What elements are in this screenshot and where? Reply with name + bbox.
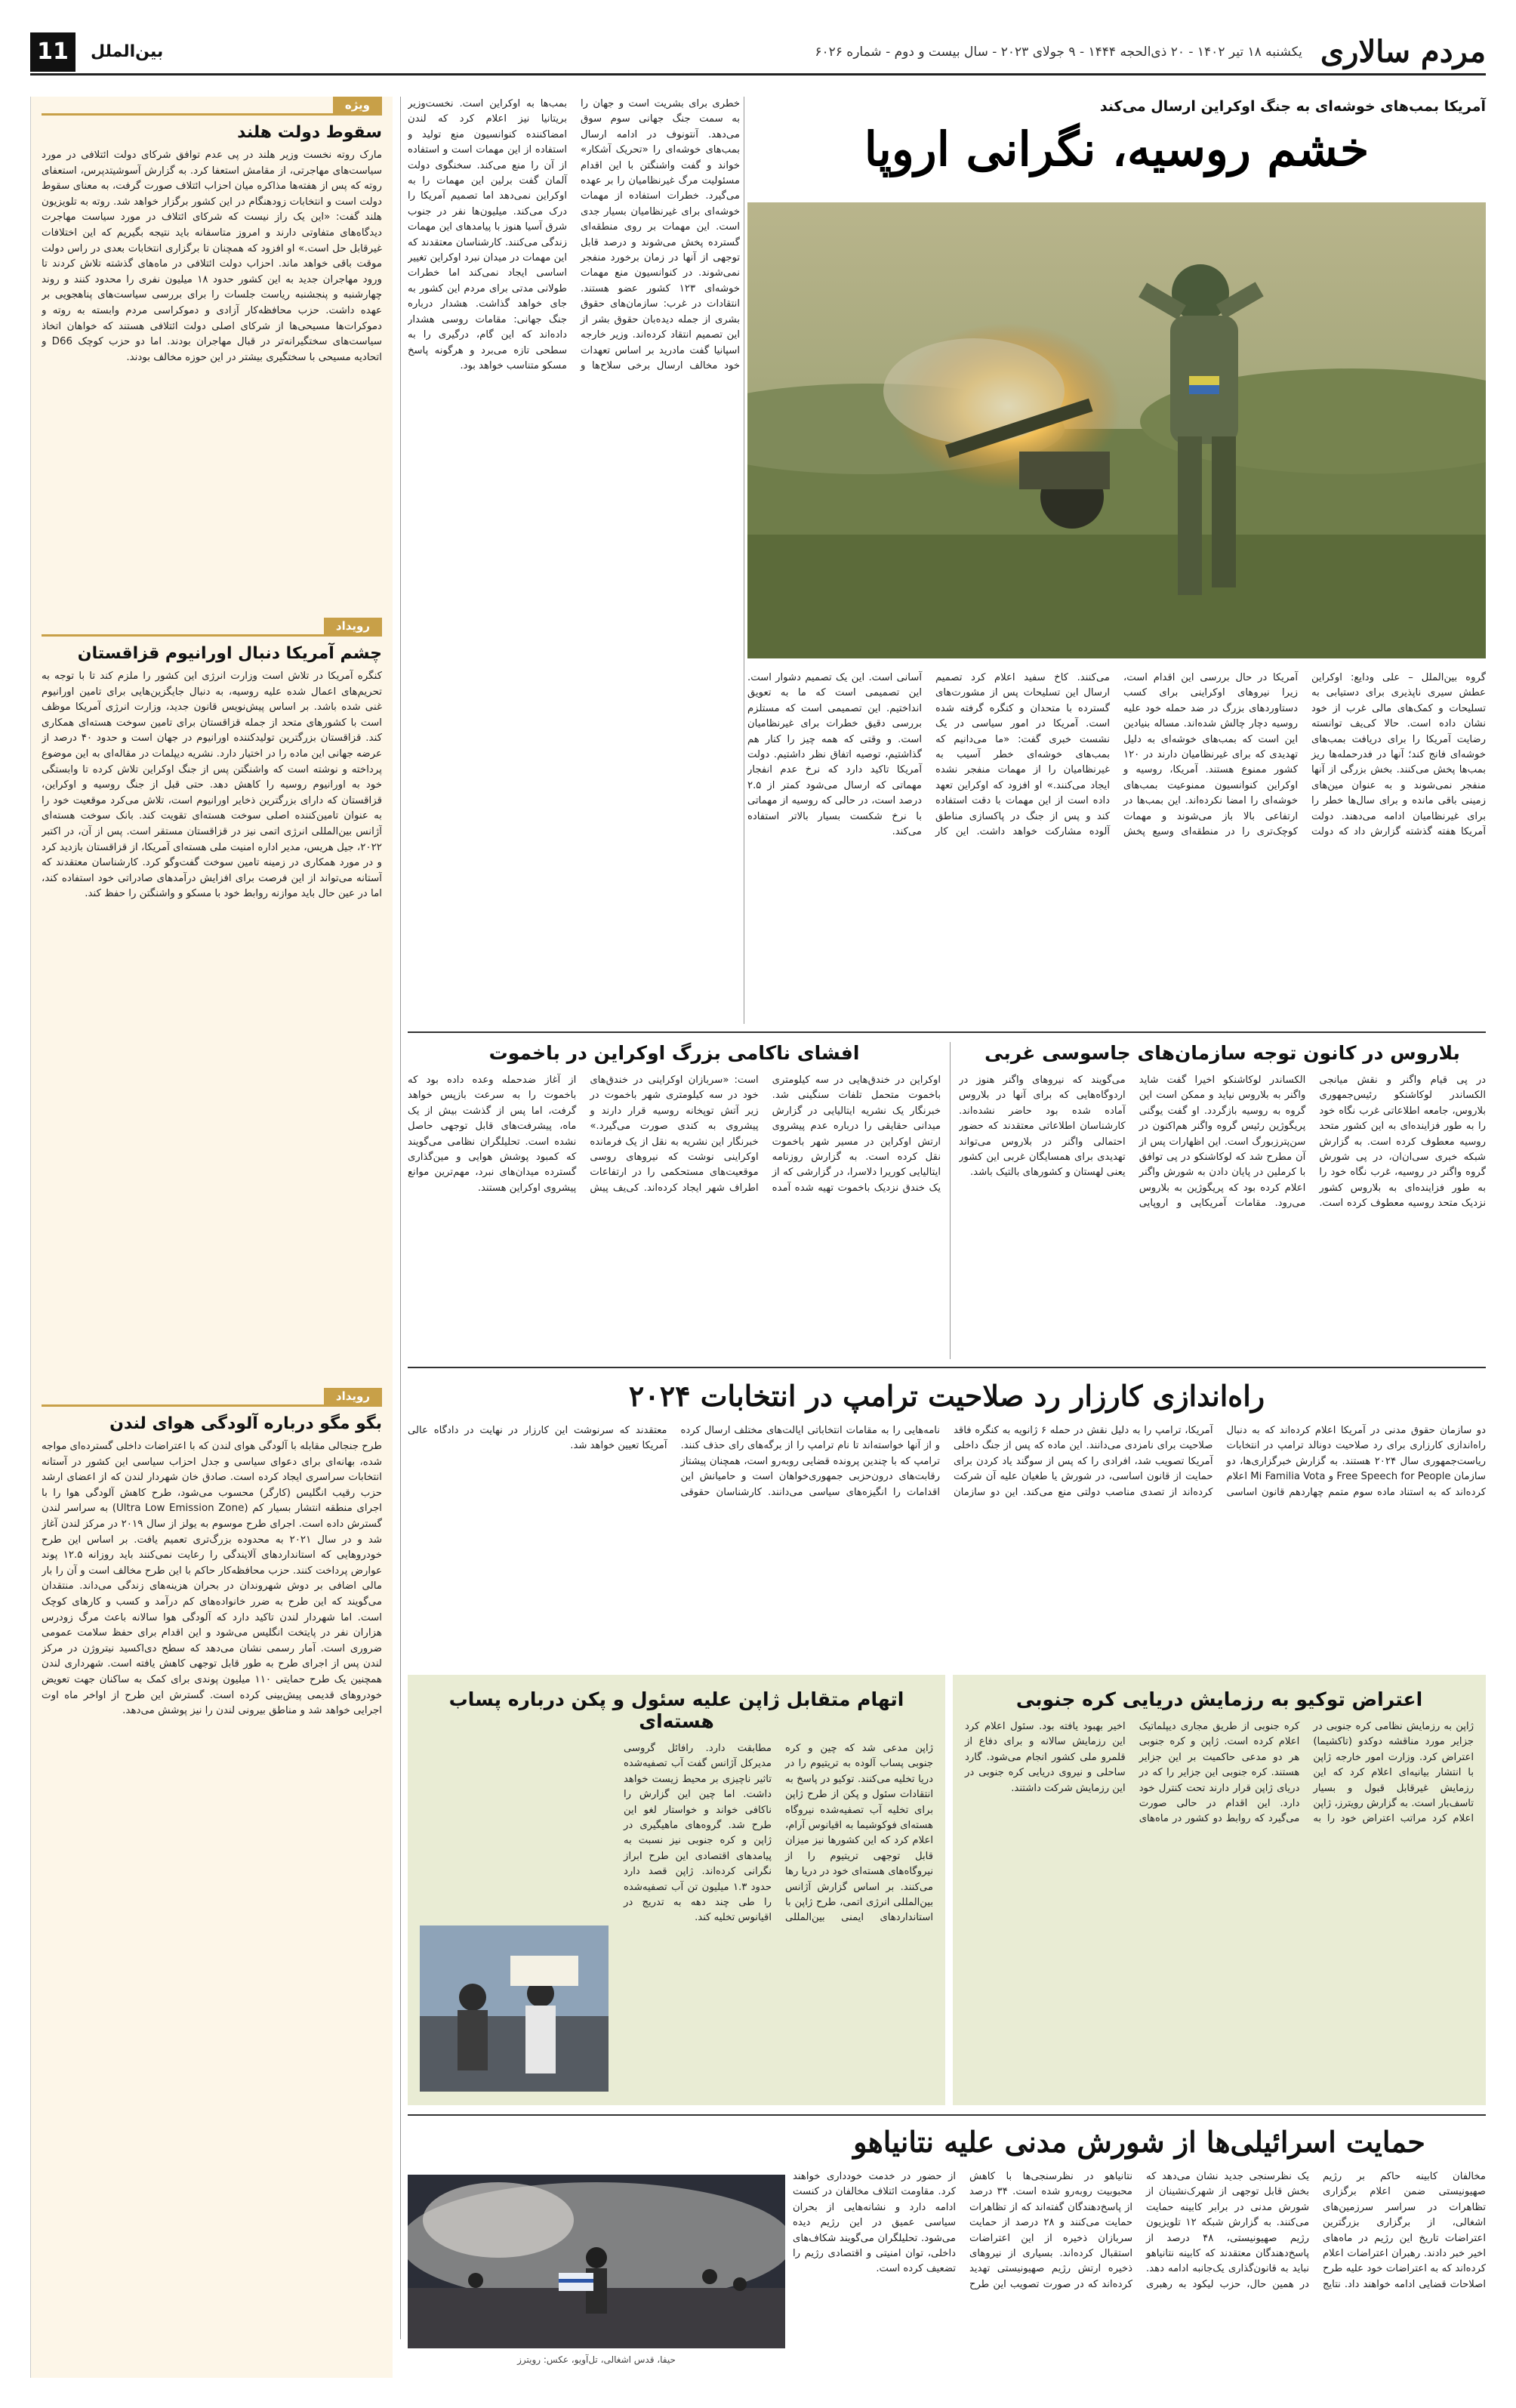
- lead-photo: [747, 202, 1486, 658]
- section-rule: [408, 1031, 1486, 1033]
- israel-protest-photo: [408, 2175, 785, 2348]
- sidebar: [30, 97, 393, 2378]
- story-body: ژاپن مدعی شد که چین و کره جنوبی پساب آلوده به تریتیوم را در دریا تخلیه می‌کنند. توکیو در پاسخ به انتقادات سئول و پکن از طرح ژاپن برای تخلیه آب تصفیه‌شده نیروگاه هسته‌ای فوکوشیما به اقیانوس آرام، اعلام کرد که این کشورها نیز میزان قابل توجهی تریتیوم را از نیروگاه‌های هسته‌ای خود در دریا رها می‌کنند. بر اساس گزارش آژانس بین‌المللی انرژی اتمی، طرح ژاپن با استانداردهای ایمنی بین‌المللی مطابقت دارد. رافائل گروسی مدیرکل آژانس گفت آب تصفیه‌شده تاثیر ناچیزی بر محیط زیست خواهد داشت. اما چین این گزارش را ناکافی خواند و خواستار لغو این طرح شد. گروه‌های ماهیگیری در ژاپن و کره جنوبی نیز نسبت به پیامدهای اقتصادی این طرح ابراز نگرانی کرده‌اند. ژاپن قصد دارد حدود ۱.۳ میلیون تن آب تصفیه‌شده را طی چند دهه به تدریج در اقیانوس تخلیه کند.: [624, 1743, 933, 1924]
- section-tag: ویژه: [333, 97, 382, 113]
- story-body: اوکراین در خندق‌هایی در سه کیلومتری باخموت متحمل تلفات سنگینی شد. خبرنگار یک نشریه ایتالیایی در گزارش میدانی حقایقی را درباره عدم پیشروی ارتش اوکراین در مسیر شهر باخموت نقل کرده است. به گزارش روزنامه ایتالیایی کوریرا دلاسرا، در گزارشی که از یک خندق نزدیک باخموت تهیه شده آمده است: «سربازان اوکراینی در خندق‌های خود در سه کیلومتری شهر باخموت در زیر آتش توپخانه روسیه قرار دارند و پیشروی به کندی صورت می‌گیرد.» خبرنگار این نشریه به نقل از یک فرمانده اوکراینی نوشت که نیروهای روسی موقعیت‌های مستحکمی را در ارتفاعات اطراف شهر ایجاد کرده‌اند. کی‌یف پیش از آغاز ضدحمله وعده داده بود که باخموت را به سرعت بازپس خواهد گرفت، اما پس از گذشت بیش از یک ماه، پیشرفت‌های قابل توجهی حاصل نشده است. تحلیلگران نظامی می‌گویند که کمبود پوشش هوایی و مین‌گذاری گسترده میدان‌های نبرد، مهم‌ترین موانع پیشروی اوکراین هستند.: [408, 1075, 941, 1194]
- soldier-artillery-photo: [747, 202, 1486, 658]
- section-rule: [408, 1367, 1486, 1368]
- story-title: چشم آمریکا دنبال اورانیوم قزاقستان: [77, 644, 382, 663]
- story-title: راه‌اندازی کارزار رد صلاحیت ترامپ در انتخابات ۲۰۲۴: [628, 1379, 1265, 1413]
- tag-rule: [42, 634, 382, 637]
- story-body: مارک روته نخست وزیر هلند در پی عدم توافق شرکای دولت ائتلافی در مورد سیاست‌های مهاجرتی، از مقامش استعفا کرد. به گزارش آسوشیتدپرس، استعفای روته که پس از هفته‌ها مذاکره میان احزاب ائتلاف صورت گرفت، به معنای سقوط دولت است و انتخابات زودهنگام در این کشور برگزار خواهد شد. روته به تلویزیون هلند گفت: «این یک راز نیست که شرکای ائتلاف در مورد سیاست مهاجرت دیدگاه‌های متفاوتی دارند و امروز متاسفانه باید نتیجه بگیریم که این اختلافات غیرقابل حل است.» او افزود که همچنان تا برگزاری انتخابات بعدی در راس دولت موقت باقی خواهد ماند. احزاب دولت ائتلافی در ماه‌های گذشته تلاش کردند تا ورود مهاجران جدید به این کشور حدود ۱۸ میلیون نفری را محدود کنند و روند چهارشنبه و پنجشنبه ریاست جلسات را برای بررسی سیاست‌های پناهجویی بر عهده داشت. حزب محافظه‌کار آزادی و دموکراسی مردم وابسته به روته و دموکرات‌ها مسیحی‌ها از شرکای اصلی دولت ائتلافی هستند که خواهان اتخاذ سیاست‌های سختگیرانه‌تر در قبال مهاجران بودند. اما دو حزب کوچک D66 و اتحادیه مسیحی با سختگیری بیشتر در این حوزه مخالف بودند.: [42, 150, 382, 363]
- sidebar-story-netherlands: [31, 97, 393, 618]
- street-protest-graphic: [408, 2175, 785, 2348]
- section-tag: رویداد: [324, 1388, 382, 1404]
- story-tokyo: [953, 1675, 1486, 2105]
- sidebar-story-london: [31, 1388, 393, 2369]
- section-name: بین‌الملل: [91, 42, 164, 61]
- fukushima-photo: [420, 1925, 609, 2092]
- story-title: افشای ناکامی بزرگ اوکراین در باخموت: [488, 1042, 860, 1064]
- masthead: [30, 30, 1486, 76]
- section-rule: [408, 2114, 1486, 2116]
- lead-headline: خشم روسیه، نگرانی اروپا: [864, 122, 1370, 177]
- lead-body: گروه بین‌الملل – علی ودایع: اوکراین عطش سیری ناپذیری برای دستیابی به تسلیحات و کمک‌های مالی غرب از خود نشان داده است. حالا کی‌یف توانسته رضایت آمریکا را برای دریافت بمب‌های خوشه‌ای فانج کند؛ آنها در فدرحمله‌ها ریز بمب‌ها پخش می‌کنند. بخش بزرگی از آنها منفجر نمی‌شوند و به عنوان مین‌های زمینی باقی مانده و برای سال‌ها خطر را برای غیرنظامیان ادامه می‌دهند. دولت آمریکا هفته گذشته گزارش داد که دولت آمریکا در حال بررسی این اقدام است، زیرا نیروهای اوکراینی برای کسب دستاوردهای بزرگ در ضد حمله خود علیه روسیه دچار چالش شده‌اند. مساله بنیادین این است که بمب‌های خوشه‌ای به دلیل تهدیدی که برای غیرنظامیان دارند در ۱۲۰ کشور ممنوع هستند. آمریکا، روسیه و اوکراین کنوانسیون ممنوعیت بمب‌های خوشه‌ای را امضا نکرده‌اند. این بمب‌ها در ارتفاعی بالا باز می‌شوند و مهمات کوچک‌تری را در منطقه‌ای وسیع پخش می‌کنند. کاخ سفید اعلام کرد تصمیم ارسال این تسلیحات پس از مشورت‌های گسترده با متحدان و کنگره گرفته شده است. آمریکا در امور سیاسی در یک نشست خبری گفت: «ما می‌دانیم که بمب‌های خوشه‌ای خطر آسیب به غیرنظامیان را از مهمات منفجر نشده ایجاد می‌کنند.» او افزود که اوکراین تعهد داده است از این مهمات با دقت استفاده کند و پس از جنگ در پاکسازی مناطق آلوده مشارکت خواهد داشت. این کار آسانی است. این یک تصمیم دشوار است. این تصمیمی است که ما به تعویق انداختیم. این تصمیمی است که مستلزم بررسی دقیق خطرات برای غیرنظامیان است. و وقتی که همه چیز را کنار هم گذاشتیم، توصیه اتفاق نظر داشتیم. دولت آمریکا تاکید دارد که نرخ عدم انفجار مهماتی که ارسال می‌شود کمتر از ۲.۵ درصد است، در حالی که روسیه از مهماتی با نرخ شکست بسیار بالاتر استفاده می‌کند.: [747, 672, 1486, 838]
- story-body: دو سازمان حقوق مدنی در آمریکا اعلام کرده‌اند که به دنبال راه‌اندازی کارزاری برای رد صلاحیت دونالد ترامپ در انتخابات ریاست‌جمهوری سال ۲۰۲۴ هستند. به گزارش خبرگزاری‌ها، دو سازمان Free Speech for People و Mi Familia Vota اعلام کرده‌اند که به استناد ماده سوم متمم چهاردهم قانون اساسی آمریکا، ترامپ را به دلیل نقش در حمله ۶ ژانویه به کنگره فاقد صلاحیت برای نامزدی می‌دانند. این ماده که پس از جنگ داخلی آمریکا تصویب شد، افرادی را که پس از سوگند یاد کردن برای حمایت از قانون اساسی، در شورش یا طغیان علیه آن شرکت کرده‌اند از تصدی مناصب دولتی منع می‌کند. این دو سازمان نامه‌هایی را به مقامات انتخاباتی ایالت‌های مختلف ارسال کرده و از آنها خواسته‌اند تا نام ترامپ را از برگه‌های رای حذف کنند. ترامپ که با چندین پرونده قضایی روبه‌رو است، همچنان پیشتاز رقابت‌های درون‌حزبی جمهوری‌خواهان است و حامیانش این اقدامات را انگیزه‌های سیاسی می‌دانند. کارشناسان حقوقی معتقدند که سرنوشت این کارزار در نهایت در دادگاه عالی آمریکا تعیین خواهد شد.: [408, 1425, 1486, 1498]
- story-body: کنگره آمریکا در تلاش است وزارت انرژی این کشور را ملزم کند تا با توجه به تحریم‌های اعمال شده علیه روسیه، به دنبال جایگزین‌هایی برای تامین اورانیوم غنی شده باشد. بر اساس پیش‌نویس قانون جدید، وزارت انرژی آمریکا موظف است با کشورهای متحد از جمله قزاقستان برای تامین سوخت هسته‌ای همکاری کند. قزاقستان بزرگترین تولیدکننده اورانیوم در جهان است و حدود ۴۰ درصد از عرضه جهانی این ماده را در اختیار دارد. نشریه دیپلمات در مقاله‌ای به این موضوع پرداخته و نوشته است که واشنگتن پس از جنگ اوکراین تلاش کرده تا وابستگی خود به اورانیوم روسیه را کاهش دهد. حتی قبل از جنگ روسیه و اوکراین، قزاقستان که دارای بزرگترین ذخایر اورانیوم است، تلاش می‌کرد موقعیت خود را به عنوان تامین‌کننده اصلی سوخت هسته‌ای تقویت کند. بانک سوخت هسته‌ای آژانس بین‌المللی انرژی اتمی نیز در قزاقستان مستقر است. پس از آن، در اکتبر ۲۰۲۲، جیل هریس، مدیر اداره امنیت ملی هسته‌ای آمریکا، از قزاقستان بازدید کرد و در مورد همکاری در زمینه تامین سوخت گفت‌وگو کرد. کارشناسان معتقدند که آستانه می‌تواند از این فرصت برای افزایش درآمدهای صادراتی خود استفاده کند، اما در عین حال باید موازنه روابط خود با مسکو و واشنگتن را حفظ کند.: [42, 671, 382, 900]
- sidebar-divider: [400, 97, 401, 2339]
- story-body: در پی قیام واگنر و نقش میانجی الکساندر لوکاشنکو رئیس‌جمهوری بلاروس، جامعه اطلاعاتی غرب نگاه خود را به طور فزاینده‌ای به این کشور متحد روسیه معطوف کرده است. به گزارش شبکه خبری سی‌ان‌ان، در پی شورش گروه واگنر در روسیه، غرب نگاه خود را به طور فزاینده‌ای به بلاروس کشور نزدیک متحد روسیه معطوف کرده است. الکساندر لوکاشنکو اخیرا گفت شاید واگنر به بلاروس نیاید و ممکن است این گروه به روسیه بازگردد. او گفت یوگنی پریگوژین رئیس گروه واگنر هم‌اکنون در سن‌پترزبورگ است. این اظهارات پس از آن مطرح شد که لوکاشنکو در پی توافق با کرملین در پایان دادن به شورش واگنر اعلام کرده بود که پریگوژین به بلاروس می‌رود. مقامات آمریکایی و اروپایی می‌گویند که نیروهای واگنر هنوز در اردوگاه‌هایی که برای آنها در بلاروس آماده شده بود حاضر نشده‌اند. کارشناسان اطلاعاتی معتقدند که حضور احتمالی واگنر در بلاروس می‌تواند تهدیدی برای همسایگان غربی این کشور یعنی لهستان و کشورهای بالتیک باشد.: [959, 1075, 1486, 1210]
- lead-story-head: [747, 98, 1486, 180]
- lead-continuation: خطری برای بشریت است و جهان را به سمت جنگ جهانی سوم سوق می‌دهد. آنتونوف در ادامه ارسال بمب‌های خوشه‌ای را «تحریک آشکار» خواند و گفت واشنگتن با این اقدام مسئولیت مرگ غیرنظامیان را بر عهده می‌گیرد. خطرات استفاده از مهمات خوشه‌ای برای غیرنظامیان بسیار جدی است. این مهمات بر روی منطقه‌ای گسترده پخش می‌شوند و درصد قابل توجهی از آنها در زمان برخورد منفجر نمی‌شوند. در کنوانسیون منع مهمات خوشه‌ای ۱۲۳ کشور عضو هستند. انتقادات در غرب: سازمان‌های حقوق بشری از جمله دیده‌بان حقوق بشر از این تصمیم انتقاد کرده‌اند. وزیر خارجه اسپانیا گفت مادرید بر اساس تعهدات خود مخالف ارسال برخی سلاح‌ها و بمب‌ها به اوکراین است. نخست‌وزیر بریتانیا نیز اعلام کرد که لندن امضاکننده کنوانسیون منع تولید و استفاده از این مهمات است و استفاده از آن را منع می‌کند. سخنگوی دولت آلمان گفت برلین این مهمات را به اوکراین نمی‌دهد اما تصمیم آمریکا را درک می‌کند. میلیون‌ها نفر در جنوب شرق آسیا هنوز با پیامدهای این مهمات زندگی می‌کنند. کارشناسان معتقدند که این مهمات در میدان نبرد اوکراین تغییر اساسی ایجاد نمی‌کند اما خطرات طولانی مدتی برای مردم این کشور به جای خواهد گذاشت. هشدار درباره جنگ جهانی: مقامات روسی هشدار داده‌اند که این گام، درگیری را به سطحی تازه می‌برد و هرگونه پاسخ مسکو متناسب خواهد بود.: [408, 98, 740, 372]
- tag-rule: [42, 1404, 382, 1407]
- story-title: بلاروس در کانون توجه سازمان‌های جاسوسی غربی: [984, 1042, 1460, 1064]
- tag-rule: [42, 113, 382, 116]
- story-title: اتهام متقابل ژاپن علیه سئول و پکن درباره پساب هسته‌ای: [448, 1688, 904, 1732]
- column-divider: [950, 1042, 951, 1359]
- section-tag: رویداد: [324, 618, 382, 634]
- story-body: مخالفان کابینه حاکم بر رژیم صهیونیستی ضمن اعلام برگزاری تظاهرات در سراسر سرزمین‌های اشغالی، از برگزاری بزرگترین اعتراضات تاریخ این رژیم در ماه‌های اخیر خبر دادند. رهبران اعتراضات اعلام کرده‌اند که به اعتراضات خود علیه طرح اصلاحات قضایی ادامه خواهند داد. نتایج یک نظرسنجی جدید نشان می‌دهد که بخش قابل توجهی از شهرک‌نشینان از شورش مدنی در برابر کابینه حمایت می‌کنند. به گزارش شبکه ۱۲ تلویزیون رژیم صهیونیستی، ۴۸ درصد از پاسخ‌دهندگان معتقدند که کابینه نتانیاهو نباید به قانون‌گذاری یک‌جانبه ادامه دهد. در همین حال، حزب لیکود به رهبری نتانیاهو در نظرسنجی‌ها با کاهش محبوبیت روبه‌رو شده است. ۳۴ درصد از پاسخ‌دهندگان گفته‌اند که از تظاهرات حمایت می‌کنند و ۲۸ درصد از حمایت سربازان ذخیره از این اعتراضات استقبال کرده‌اند. بسیاری از نیروهای ذخیره ارتش رژیم صهیونیستی تهدید کرده‌اند که در صورت تصویب این طرح از حضور در خدمت خودداری خواهند کرد. مقاومت ائتلاف مخالفان در کنست ادامه دارد و نشانه‌هایی از بحران سیاسی عمیق در این رژیم دیده می‌شود. تحلیلگران می‌گویند شکاف‌های داخلی، توان امنیتی و اقتصادی رژیم را تضعیف کرده است.: [793, 2171, 1486, 2290]
- photo-caption: حیفا، قدس اشغالی، تل‌آویو، عکس: رویترز: [517, 2354, 676, 2365]
- story-title: سقوط دولت هلند: [237, 123, 382, 142]
- story-israel: [793, 2125, 1486, 2378]
- story-bakhmut: [408, 1042, 941, 1359]
- sidebar-story-kazakhstan: [31, 618, 393, 1388]
- story-trump: [408, 1379, 1486, 1666]
- newspaper-logo: مردم سالاری: [1320, 34, 1486, 69]
- story-body: طرح جنجالی مقابله با آلودگی هوای لندن که با اعتراضات داخلی گسترده‌ای مواجه شده، بهانه‌ای برای دعوای سیاسی و جدل احزاب سیاسی این کشور در آستانه انتخابات سراسری ایجاد کرده است. صادق خان شهردار لندن که از اعضای ارشد حزب رقیب انگلیس (کارگر) محسوب می‌شود، طرح کاهش آلودگی هوا را با اجرای منطقه انتشار بسیار کم (Ultra Low Emission Zone) به سراسر لندن گسترش داده است. اجرای طرح موسوم به یولز از سال ۲۰۱۹ در مرکز لندن آغاز شد و در سال ۲۰۲۱ به محدوده بزرگ‌تری تعمیم یافت. بر اساس این طرح خودروهایی که استانداردهای آلایندگی را رعایت نمی‌کنند باید روزانه ۱۲.۵ پوند عوارض پرداخت کنند. حزب محافظه‌کار حاکم با این طرح مخالف است و آن را بار مالی اضافی بر دوش شهروندان در بحران هزینه‌های زندگی می‌داند. منتقدان می‌گویند که این طرح به ضرر خانواده‌های کم درآمد و کسب و کارهای کوچک است. اما شهردار لندن تاکید دارد که آلودگی هوا سالانه باعث مرگ زودرس هزاران نفر در پایتخت انگلیس می‌شود و این اقدام برای حفظ سلامت عمومی ضروری است. آمار رسمی نشان می‌دهد که سطح دی‌اکسید نیتروژن در مرکز لندن پس از اجرای طرح به طور قابل توجهی کاهش یافته است. شهرداری لندن همچنین یک طرح حمایتی ۱۱۰ میلیون پوندی برای کمک به ساکنان جهت تعویض خودروهای قدیمی پیش‌بینی کرده است. گسترش این طرح از اواخر ماه اوت اجرایی خواهد شد و مناطق بیرونی لندن را نیز پوشش می‌دهد.: [42, 1441, 382, 1717]
- story-title: حمایت اسرائیلی‌ها از شورش مدنی علیه نتانیاهو: [853, 2125, 1425, 2159]
- story-body: ژاپن به رزمایش نظامی کره جنوبی در جزایر مورد مناقشه دوکدو (تاکشیما) اعتراض کرد. وزارت امور خارجه ژاپن با انتشار بیانیه‌ای اعلام کرد که این رزمایش غیرقابل قبول و بسیار تاسف‌بار است. به گزارش رویترز، ژاپن اعلام کرد مراتب اعتراض خود را به کره جنوبی از طریق مجاری دیپلماتیک اعلام کرده است. ژاپن و کره جنوبی هر دو مدعی حاکمیت بر این جزایر هستند. کره جنوبی این جزایر را که در دریای ژاپن قرار دارند تحت کنترل خود دارد. این اقدام در حالی صورت می‌گیرد که روابط دو کشور در ماه‌های اخیر بهبود یافته بود. سئول اعلام کرد این رزمایش سالانه و برای دفاع از قلمرو ملی کشور انجام می‌شود. گارد ساحلی و نیروی دریایی کره جنوبی در این رزمایش شرکت داشتند.: [965, 1721, 1474, 1825]
- page-number: 11: [30, 32, 75, 72]
- story-japan: [408, 1675, 945, 2105]
- story-belarus: [959, 1042, 1486, 1359]
- story-title: اعتراض توکیو به رزمایش دریایی کره جنوبی: [1015, 1688, 1423, 1710]
- protest-photo-graphic: [420, 1925, 609, 2092]
- story-title: بگو مگو درباره آلودگی هوای لندن: [109, 1414, 382, 1433]
- lead-kicker: آمریکا بمب‌های خوشه‌ای به جنگ اوکراین ارسال می‌کند: [1099, 98, 1486, 115]
- issue-line: یکشنبه ۱۸ تیر ۱۴۰۲ - ۲۰ ذی‌الحجه ۱۴۴۴ - ۹ جولای ۲۰۲۳ - سال بیست و دوم - شماره ۶۰۲۶: [815, 44, 1302, 60]
